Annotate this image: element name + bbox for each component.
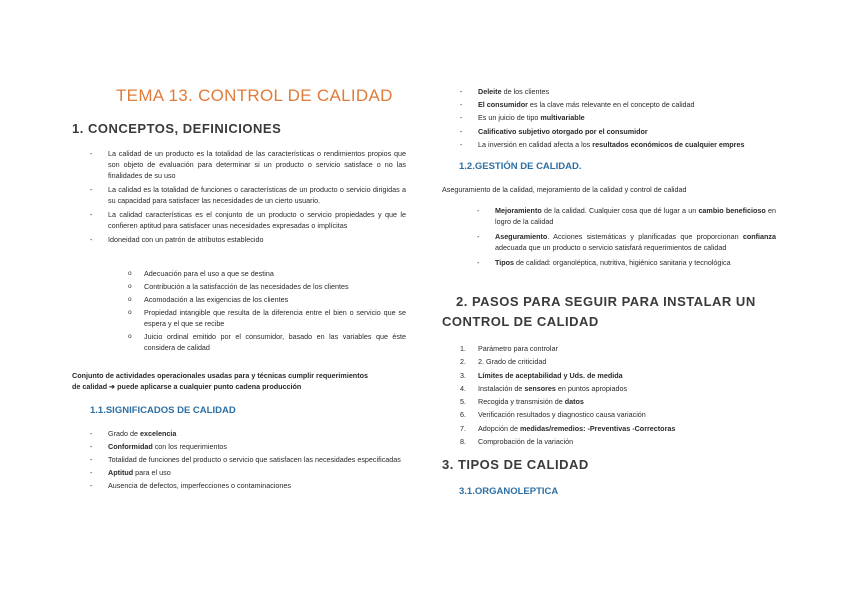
section-2-heading: 2. PASOS PARA SEGUIR PARA INSTALAR UN CONTROL DE CALIDAD bbox=[442, 294, 756, 329]
list-item: 2. 2. Grado de criticidad bbox=[460, 357, 547, 367]
section-3-1-heading: 3.1.ORGANOLEPTICA bbox=[459, 486, 559, 497]
page-title: TEMA 13. CONTROL DE CALIDAD bbox=[116, 86, 393, 105]
idoneidad-sublist bbox=[144, 268, 406, 353]
list-item: o Adecuación para el uso a que se destina bbox=[144, 268, 406, 279]
list-item: - Totalidad de funciones del producto o servicio que satisfacen las necesidades especificadas bbox=[108, 454, 406, 465]
list-item: - La inversión en calidad afecta a los resultados económicos de cualquier empres bbox=[478, 139, 778, 150]
list-item: 3. Límites de aceptabilidad y Uds. de medida bbox=[460, 370, 623, 380]
list-item: o Acomodación a las exigencias de los clientes bbox=[144, 294, 406, 305]
gestion-intro: Aseguramiento de la calidad, mejoramiento de la calidad y control de calidad bbox=[442, 185, 687, 194]
section-1-1-heading: 1.1.SIGNIFICADOS DE CALIDAD bbox=[90, 405, 236, 416]
list-item: 5. Recogida y transmisión de datos bbox=[460, 397, 584, 407]
list-item: - Grado de excelencia bbox=[108, 428, 406, 439]
steps-list bbox=[460, 342, 778, 448]
list-item: - Tipos de calidad: organoléptica, nutritiva, higiénico sanitaria y tecnológica bbox=[495, 257, 776, 268]
list-item: - El consumidor es la clave más relevante en el concepto de calidad bbox=[478, 99, 778, 110]
list-item: - Aptitud para el uso bbox=[108, 467, 406, 478]
list-item: 4. Instalación de sensores en puntos apropiados bbox=[460, 383, 628, 393]
list-item: 8. Comprobación de la variación bbox=[460, 437, 574, 447]
list-item: o Propiedad intangible que resulta de la diferencia entre el bien o servicio que se espera y el que se recibe bbox=[144, 307, 406, 329]
significados-list bbox=[108, 428, 406, 491]
list-item: - Conformidad con los requerimientos bbox=[108, 441, 406, 452]
list-item: o Juicio ordinal emitido por el consumidor, basado en las variables que éste considera de calidad bbox=[144, 331, 406, 353]
section-1-heading: 1. CONCEPTOS, DEFINICIONES bbox=[72, 121, 282, 136]
section-1-2-heading: 1.2.GESTIÓN DE CALIDAD. bbox=[459, 161, 582, 172]
list-item: - Deleite de los clientes bbox=[478, 86, 778, 97]
consumer-list bbox=[478, 86, 778, 150]
list-item: 1. Parámetro para controlar bbox=[460, 344, 558, 353]
list-item: - La calidad de un producto es la totalidad de las características o rendimientos propios que son objeto de evaluación para determinar si un producto o servicio satisface o no las finalidades de su uso bbox=[108, 148, 406, 181]
list-item: - Mejoramiento de la calidad. Cualquier cosa que dé lugar a un cambio beneficioso en logro de la calidad bbox=[495, 205, 776, 227]
list-item: - Idoneidad con un patrón de atributos establecido bbox=[108, 234, 406, 245]
list-item: - Es un juicio de tipo multivariable bbox=[478, 112, 778, 123]
list-item: - La calidad características es el conjunto de un producto o servicio propiedades y que le confieren aptitud para satisfacer unas necesidades expresadas o implícitas bbox=[108, 209, 406, 231]
list-item: - Aseguramiento. Acciones sistemáticas y planificadas que proporcionan confianza adecuada que un producto o servicio satisfará requerimientos de calidad bbox=[495, 231, 776, 253]
definitions-list bbox=[108, 148, 406, 245]
list-item: o Contribución a la satisfacción de las necesidades de los clientes bbox=[144, 281, 406, 292]
list-item: - La calidad es la totalidad de funciones o características de un producto o servicio dirigidas a su capacidad para satisfacer las necesidades de un cierto usuario. bbox=[108, 184, 406, 206]
conjunto-paragraph: Conjunto de actividades operacionales usadas para y técnicas cumplir requerimientos de calidad ➔ puede aplicarse a cualquier punto cadena producción bbox=[72, 371, 368, 391]
list-item: 7. Adopción de medidas/remedios: -Preventivas -Correctoras bbox=[460, 423, 676, 433]
list-item: - Ausencia de defectos, imperfecciones o contaminaciones bbox=[108, 480, 406, 491]
list-item: 6. Verificación resultados y diagnostico causa variación bbox=[460, 410, 646, 420]
gestion-list bbox=[495, 205, 776, 268]
section-3-heading: 3. TIPOS DE CALIDAD bbox=[442, 457, 589, 472]
list-item: - Calificativo subjetivo otorgado por el consumidor bbox=[478, 126, 778, 137]
